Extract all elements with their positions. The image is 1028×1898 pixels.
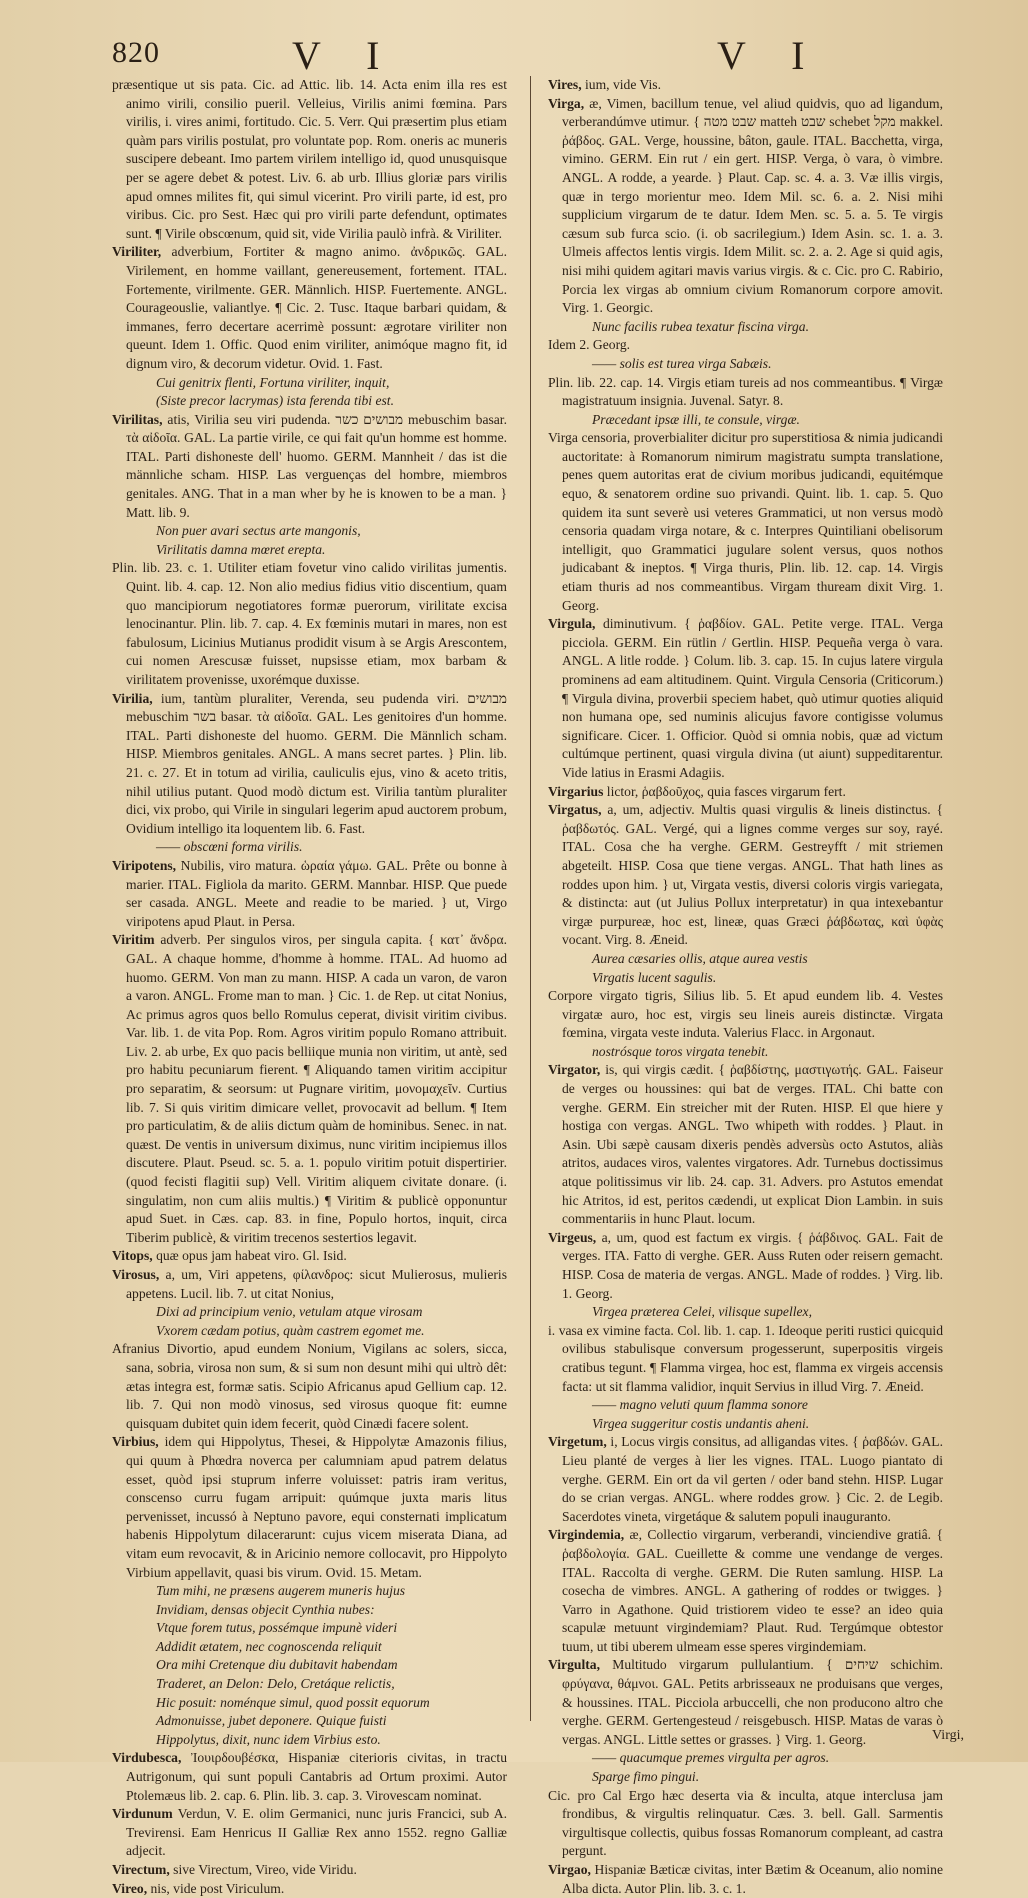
entry-body: æ, Vimen, bacillum tenue, vel aliud quidvis, quo ad ligandum, verberandúmve utimur. { שבט מטה matteh שבט schebet מקל makkel. ῥάβδος. GAL. Verge, houssine, bâton, gaule. ITAL. Bacchetta, virga, vimino. GERM. Ein rut / ein gert. HISP. Verga, ò vara, ò vimbre. ANGL. A rodde, a yearde. } Plaut. Cap. sc. 4. a. 3. Væ illis virgis, quæ in tergo morientur meo. Idem Mil. sc. 6. a. 2. Nisi mihi supplicium virgarum de te datur. Idem Men. sc. 5. a. 5. Te virgis cæsum sub furca scio. (i. ob sacrilegium.) Idem Asin. sc. 1. a. 3. Ulmeis affectos lentis virgis. Idem Milit. sc. 2. a. 2. Age si quid agis, nisi mihi quidem agitari mavis varius virgis. & c. Cic. pro C. Rabirio, Porcia lex virgas ab omnium civium Romanorum corpore amovit. Virg. 1. Georgic.: [562, 95, 944, 316]
dictionary-entry: [548, 801, 943, 950]
entry-headword: Virdubesca,: [112, 1750, 182, 1766]
entry-body: is, qui virgis cædit. { ῥαβδίστης, μαστιγωτής. GAL. Faiseur de verges ou houssines: qui bat de verges. ITAL. Chi batte con verghe. GERM. Ein streicher mit der Ruten. HISP. El que hiere y hostiga con vergas. ANGL. Two whipeth with roddes. } Plaut. in Asin. Ubi sæpè causam dixeris pendès adversùs octo Astutos, aliàs atritos, audaces viros, valentes virgatores. Adr. Turnebus doctissimus atque politissimus vir lib. 24. cap. 31. Advers. pro Astutos emendat hic Atritos, id est, peritos cædendi, ut explicat Dion Lambin. in suis commentariis in hunc Plaut. locum.: [562, 1062, 943, 1227]
entry-headword: Virectum,: [112, 1862, 170, 1877]
verse-quotation: Dixi ad principium venio, vetulam atque virosam: [156, 1304, 423, 1320]
verse-quotation: Tum mihi, ne præsens augerem muneris hujus: [156, 1583, 406, 1599]
entry-headword: Viripotens,: [112, 857, 177, 873]
dictionary-entry: [112, 411, 507, 523]
verse-quotation: Admonuisse, jubet deponere. Quique fuisti: [156, 1713, 387, 1729]
entry-body: Ἰουιρδουβέσκα, Hispaniæ citerioris civitas, in tractu Autrigonum, qui sunt populi Cantabris ad Ortum proximi. Autor Ptolemæus lib. 2. cap. 6. Plin. lib. 3. cap. 3. Virovescam nominat.: [126, 1750, 507, 1803]
verse-quotation: Cui genitrix flenti, Fortuna viriliter, inquit,: [156, 374, 390, 390]
verse-quotation: —— magno veluti quum flamma sonore: [592, 1397, 808, 1413]
catchword: Virgi,: [932, 1728, 964, 1743]
dictionary-entry: [112, 690, 507, 839]
verse-quotation: Sparge fimo pingui.: [592, 1769, 700, 1785]
entry-headword: Virilitas,: [112, 411, 163, 427]
dictionary-entry: [112, 857, 507, 931]
entry-body: Hispaniæ Bæticæ civitas, inter Bætim & Oceanum, alio nomine Alba dicta. Autor Plin. lib. 3. c. 1.: [562, 1862, 943, 1896]
verse-quotation: Virilitatis damna mœret erepta.: [156, 541, 326, 557]
entry-continuation: præsentique ut sis pata. Cic. ad Attic. lib. 14. Acta enim illa res est animo virili, consilio pueril. Velleius, Virilis animi fœmina. Pars virilis, i. vires animi, fortitudo. Cic. 5. Verr. Qui præsertim plus etiam quàm pars virilis postulat, pro voluntate pop. Rom. oneris ac muneris suscipere debeant. Imo partem virilem intelligo id, quod unusquisque per se agere debet & potest. Liv. 6. ab urb. Illius gloriæ pars virilis apud omnes milites fit, qui simul vicerint. Pro virili parte, id est, pro viribus. Cic. pro Sest. Hæc qui pro virili parte defendunt, optimates sunt. ¶ Virile obscœnum, quid sit, vide Virilia paulò infrà. & Viriliter.: [112, 77, 507, 241]
dictionary-entry: [112, 1880, 507, 1898]
dictionary-entry: [112, 1749, 507, 1805]
entry-body: æ, Collectio virgarum, verberandi, vinciendive gratiâ. { ῥαβδολογία. GAL. Cueillette & comme une vendange de verges. ITAL. Raccolta di verghe. GERM. Die Ruten samlung. HISP. La cosecha de vimbres. ANGL. A gathering of roddes or twigges. } Varro in Agathone. Quid tristiorem video te esse? an ideo quia scapulæ metuunt virgindemiam? Plaut. Rud. Tergúmque obtestor tuum, ut tibi uberem ulmeam esse speres virgindemiam.: [562, 1527, 943, 1654]
entry-body: sive Virectum, Vireo, vide Viridu.: [169, 1862, 357, 1877]
dictionary-entry: [548, 95, 943, 318]
entry-continuation: Cic. pro Cal Ergo hæc deserta via & inculta, atque interclusa jam frondibus, & virgultis relinquatur. Cæs. 3. bell. Gall. Sarmentis virgultisque collectis, quibus fossas Romanorum compleant, ad castra pergunt.: [548, 1787, 943, 1859]
dictionary-entry: [112, 1805, 507, 1861]
dictionary-entry: [548, 1526, 943, 1656]
entry-body: a, um, quod est factum ex virgis. { ῥάβδινος. GAL. Fait de verges. ITA. Fatto di verghe. GER. Auss Ruten oder reisern gemacht. HISP. Cosa de materia de vergas. ANGL. Made of roddes. } Virg. lib. 1. Georg.: [562, 1229, 943, 1301]
dictionary-entry: [548, 76, 943, 95]
verse-quotation: Virgatis lucent sagulis.: [592, 969, 717, 985]
verse-quotation: Hippolytus, dixit, nunc idem Virbius esto.: [156, 1731, 381, 1747]
right-column: [548, 76, 944, 1896]
entry-body: ium, tantùm pluraliter, Verenda, seu pudenda viri. מבושים mebuschim בשר basar. τὰ αἰδοῖα. GAL. Les genitoires d'un homme. ITAL. Parti dishoneste del huomo. GERM. Die Männlich scham. HISP. Miembros genitales. ANGL. A mans secret partes. } Plin. lib. 21. c. 27. Et in totum ad virilia, cauliculis ejus, vino & aceto tritis, nihil utilius putant. Quod modò dictum est. Virilia tantùm pluraliter dici, vix probo, qui Virile in singulari legerim apud auctorem probum, Ovidium intelligo ita loquentem lib. 6. Fast.: [126, 690, 508, 836]
entry-body: nis, vide post Viriculum.: [147, 1880, 285, 1896]
entry-headword: Virgeus,: [548, 1229, 597, 1245]
verse-quotation: Virgea præterea Celei, vilisque supellex,: [592, 1304, 812, 1320]
entry-headword: Viritim: [112, 932, 155, 948]
verse-quotation: —— obscœni forma virilis.: [156, 839, 303, 855]
column-divider: [530, 76, 531, 1721]
entry-headword: Virgula,: [548, 616, 596, 632]
verse-quotation: —— quacumque premes virgulta per agros.: [592, 1750, 830, 1766]
entry-body: adverb. Per singulos viros, per singula capita. { κατ᾽ ἄνδρα. GAL. A chaque homme, d'homme à homme. ITAL. Ad huomo ad huomo. GERM. Von man zu mann. HISP. A cada un varon, de varon a varon. ANGL. Frome man to man. } Cic. 1. de Rep. ut citat Nonius, Ac primus agros quos bello Romulus ceperat, divisit viritim civibus. Var. lib. 1. de vita Pop. Rom. Agros viritim populo Romano attribuit. Liv. 2. ab urbe, Ex quo pacis belliique munia non viritim, ut antè, sed pro habitu pecuniarum fierent. ¶ Aliquando tamen viritim accipitur pro separatim, & seorsum: ut Pugnare viritim, μονομαχεῖν. Curtius lib. 7. Si quis viritim dimicare vellet, provocavit ad bellum. ¶ Item pro particulatim, & de aliis dictum quàm de hominibus. Senec. in nat. quæst. De ventis in universum diximus, nunc viritim incipiemus illos discutere. Plaut. Pseud. sc. 5. a. 1. populo viritim potuit dispertirier. (quod fecisti flagitii sup) Vell. Viritim aliquem civitate donare. (i. singulatim, non cum aliis multis.) ¶ Viritim & publicè opponuntur apud Suet. in Cæs. cap. 83. in fine, Populo hortos, inquit, circa Tiberim publicè, & viritim trecenos sestertios legavit.: [126, 932, 507, 1245]
dictionary-entry: [548, 1229, 943, 1303]
entry-headword: Virbius,: [112, 1434, 159, 1450]
dictionary-entry: [548, 1656, 943, 1749]
entry-headword: Vires,: [548, 77, 582, 92]
entry-body: a, um, Viri appetens, φίλανδρος: sicut Mulierosus, mulieris appetens. Lucil. lib. 7. ut citat Nonius,: [126, 1267, 507, 1301]
entry-body: ium, vide Vis.: [581, 77, 661, 92]
entry-continuation: Idem 2. Georg.: [548, 337, 631, 353]
dictionary-entry: [548, 1061, 943, 1228]
left-column: [112, 76, 508, 1896]
entry-headword: Virgatus,: [548, 802, 602, 818]
verse-quotation: Vtque forem tutus, possémque impunè videri: [156, 1620, 398, 1636]
verse-quotation: Nunc facilis rubea texatur fiscina virga.: [592, 318, 809, 334]
dictionary-entry: [112, 1247, 507, 1266]
verse-quotation: Traderet, an Delon: Delo, Cretáque relictis,: [156, 1676, 395, 1692]
entry-continuation: Plin. lib. 22. cap. 14. Virgis etiam tureis ad nos commeantibus. ¶ Virgæ magistratuum insignia. Juvenal. Satyr. 8.: [548, 374, 943, 409]
dictionary-entry: [112, 1861, 507, 1880]
entry-headword: Virgindemia,: [548, 1527, 625, 1543]
entry-continuation: Afranius Divortio, apud eundem Nonium, Vigilans ac solers, sicca, sana, sobria, virosa non sum, & si sum non desunt mihi qui ultrò dêt: ætas integra est, formæ satis. Scipio Africanus apud Gellium cap. 12. lib. 7. Qui non modò vinosus, sed virosus quoque fit: eumne quisquam dubitet quin idem fecerit, quòd Cinædi facere solent.: [112, 1341, 507, 1431]
entry-body: lictor, ῥαβδοῦχος, quia fasces virgarum fert.: [603, 783, 846, 799]
entry-continuation: Plin. lib. 23. c. 1. Utiliter etiam fovetur vino calido virilitas jumentis. Quint. lib. 4. cap. 12. Non alio medius fidius vitio discentium, quam quo mancipiorum negotiatores formæ puerorum, virilitate excisa lenocinantur. Plin. lib. 7. cap. 4. Ex fœminis mutari in mares, non est fabulosum, Licinius Mutianus prodidit visum à se Argis Arescontem, cui nomen Arescusæ fuisset, nupsisse etiam, mox barbam & virilitatem provenisse, uxorémque duxisse.: [112, 560, 507, 687]
dictionary-entry: [548, 615, 943, 782]
entry-body: idem qui Hippolytus, Thesei, & Hippolytæ Amazonis filius, qui quum à Phœdra noverca per calumniam apud patrem delatus esset, quòd ipsi stuprum inferre voluisset: patris iram veritus, conscenso curru fugam arripuit: quúmque juxta maris litus pervenisset, incussó à Neptuno pavore, equi consternati implicatum habenis Hippolytum dilacerarunt: cujus vicem miserata Diana, ad vitam eum revocavit, & in Aricinio nemore collocavit, pro Hippolyto Virbium appellavit, quasi bis virum. Ovid. 15. Metam.: [126, 1434, 507, 1580]
entry-headword: Virgetum,: [548, 1434, 607, 1450]
verse-quotation: Virgea suggeritur costis undantis aheni.: [592, 1415, 810, 1431]
entry-body: atis, Virilia seu viri pudenda. מבושים כשר mebuschim basar. τὰ αἰδοῖα. GAL. La partie virile, ce qui fait qu'un homme est homme. ITAL. Parti dishoneste dell' huomo. GERM. Mannheit / das ist die männliche scham. HISP. Las verguenças del hombre, miembros genitales. ANG. That in a man wher by he is knowen to be a man. } Matt. lib. 9.: [126, 411, 507, 520]
verse-quotation: Hic posuit: noménque simul, quod possit equorum: [156, 1694, 430, 1710]
entry-headword: Viriliter,: [112, 244, 162, 260]
entry-continuation: i. vasa ex vimine facta. Col. lib. 1. cap. 1. Ideoque periti rustici quicquid ovilibus stabulisque conversum progesserunt, superpositis virgeis cratibus tegunt. ¶ Flamma virgea, hoc est, flamma ex virgeis accensis facta: ut sit flamma validior, inquit Servius in illud Virg. 7. Æneid.: [548, 1322, 943, 1394]
entry-headword: Vitops,: [112, 1248, 153, 1264]
verse-quotation: Ora mihi Cretenque diu dubitavit habendam: [156, 1657, 398, 1673]
verse-quotation: (Siste precor lacrymas) ista ferenda tibi est.: [156, 393, 394, 409]
dictionary-entry: [112, 931, 507, 1247]
entry-headword: Virgator,: [548, 1062, 601, 1078]
entry-body: Verdun, V. E. olim Germanici, nunc juris Francici, sub A. Trevirensi. Eam Henricus II Galliæ Rex anno 1552. regno Galliæ adjecit.: [126, 1806, 507, 1859]
entry-headword: Vireo,: [112, 1880, 148, 1896]
verse-quotation: nostrósque toros virgata tenebit.: [592, 1043, 769, 1059]
entry-continuation: Corpore virgato tigris, Silius lib. 5. Et apud eundem lib. 4. Vestes virgatæ auro, hoc est, virgis seu lineis aureis distinctæ. Virgata fœmina, virgata veste induta. Valerius Flacc. in Argonaut.: [548, 988, 943, 1041]
dictionary-entry: [548, 1433, 943, 1526]
page-number: 820: [112, 36, 160, 69]
entry-body: quæ opus jam habeat viro. Gl. Isid.: [152, 1248, 347, 1264]
verse-quotation: Non puer avari sectus arte mangonis,: [156, 523, 361, 539]
dictionary-entry: [548, 783, 943, 802]
running-head-left: V I: [292, 33, 398, 78]
dictionary-entry: [112, 1266, 507, 1303]
dictionary-entry: [112, 1433, 507, 1582]
entry-headword: Virga,: [548, 95, 585, 111]
entry-headword: Virdunum: [112, 1806, 173, 1822]
verse-quotation: Invidiam, densas objecit Cynthia nubes:: [156, 1601, 375, 1617]
entry-body: diminutivum. { ῥαβδίον. GAL. Petite verge. ITAL. Verga picciola. GERM. Ein rütlin / Gertlin. HISP. Pequeña verga ò vara. ANGL. A litle rodde. } Colum. lib. 3. cap. 15. In cujus latere virgula prominens ad eam altitudinem. Quint. Virgula Censoria (Criticorum.) ¶ Virgula divina, proverbii speciem habet, quò utimur quoties aliquid non humana ope, sed numinis alicujus favore contigisse volumus significare. Cicer. 1. Officior. Quòd si omnia nobis, quæ ad victum cultúmque pertinent, quasi virgula divina (ut aiunt) suppeditarentur. Vide latius in Erasmi Adagiis.: [562, 616, 943, 780]
entry-headword: Virgarius: [548, 783, 604, 799]
entry-body: i, Locus virgis consitus, ad alligandas vites. { ῥαβδών. GAL. Lieu planté de verges à lier les vignes. ITAL. Luogo piantato di verghe. GERM. Ein ort da vil gerten / oder band stehn. HISP. Lugar do se crian vergas. ANGL. where roddes grow. } Cic. 2. de Legib. Sacerdotes vineta, virgetáque & salutem populi inauguranto.: [562, 1434, 943, 1524]
entry-headword: Virilia,: [112, 690, 153, 706]
verse-quotation: Præcedant ipsæ illi, te consule, virgæ.: [592, 411, 800, 427]
entry-body: a, um, adjectiv. Multis quasi virgulis & lineis distinctus. { ῥαβδωτός. GAL. Vergé, qui a lignes comme verges sur soy, rayé. ITAL. Cosa che ha verghe. GERM. Gestreyfft / mit striemen abgeteilt. HISP. Cosa que tiene vergas. ANGL. That hath lines as roddes upon him. } ut, Virgata vestis, diversi coloris virgis variegata, & distincta: aut (ut Julius Pollux interpretatur) in qua intexebantur virgæ purpureæ, hoc est, lineæ, quas Græci ῥάβδωτας, καὶ ὑφὰς vocant. Virg. 8. Æneid.: [562, 802, 943, 948]
verse-quotation: —— solis est turea virga Sabæis.: [592, 355, 772, 371]
entry-headword: Virgao,: [548, 1862, 591, 1877]
verse-quotation: Vxorem cædam potius, quàm castrem egomet me.: [156, 1322, 425, 1338]
dictionary-entry: [112, 243, 507, 373]
entry-continuation: Virga censoria, proverbialiter dicitur pro superstitiosa & nimia judicandi auctoritate: à Romanorum nimirum magistratu sumpta translatione, penes quem autoritas erat de civium moribus judicandi, equitémque equo, & senatorem ordine suo privandi. Quint. lib. 1. cap. 5. Quo quidem ita sunt severè usi veteres Grammatici, ut non versus modò censoria quadam virga notare, & c. Interpres Quintiliani obelisorum intelligit, quo Grammatici jugulare solent versus, quos nothos judicabant & ineptos. ¶ Virga thuris, Plin. lib. 12. cap. 14. Virgis etiam thuris ad nos commeantibus. Virgam thuream dixit Virg. 1. Georg.: [548, 430, 943, 613]
entry-body: Multitudo virgarum pullulantium. { שיחים schichim. φρύγανα, θάμνοι. GAL. Petits arbrisseaux ne produisans que verges, & houssines. ITAL. Picciola arbuccelli, che non producono altro che verghe. GERM. Gertengesteud / reisgebusch. HISP. Matas de varas ò vergas. ANGL. Little settes or grasses. } Virg. 1. Georg.: [562, 1657, 943, 1747]
page-header: [112, 33, 968, 78]
entry-body: adverbium, Fortiter & magno animo. ἀνδρικῶς. GAL. Virilement, en homme vaillant, genereusement, fortement. ITAL. Fortemente, virilmente. GER. Männlich. HISP. Fuertemente. ANGL. Courageouslie, valiantlye. ¶ Cic. 2. Tusc. Itaque barbari quidam, & immanes, ferro decertare acerrimè possunt: ægrotare viriliter non queunt. Idem 1. Offic. Quod enim viriliter, animóque magno fit, id dignum viro, & decorum videtur. Ovid. 1. Fast.: [126, 244, 507, 371]
dictionary-entry: [548, 1861, 943, 1898]
entry-body: Nubilis, viro matura. ὡραία γάμω. GAL. Prête ou bonne à marier. ITAL. Figliola da marito. GERM. Mannbar. HISP. Que puede ser casada. ANGL. Meete and readie to be maried. } ut, Virgo viripotens apud Plaut. in Persa.: [126, 857, 507, 929]
entry-headword: Virosus,: [112, 1267, 160, 1282]
entry-headword: Virgulta,: [548, 1657, 600, 1673]
running-head-right: V I: [717, 33, 823, 78]
verse-quotation: Addidit ætatem, nec cognoscenda reliquit: [156, 1638, 382, 1654]
verse-quotation: Aurea cæsaries ollis, atque aurea vestis: [592, 950, 808, 966]
